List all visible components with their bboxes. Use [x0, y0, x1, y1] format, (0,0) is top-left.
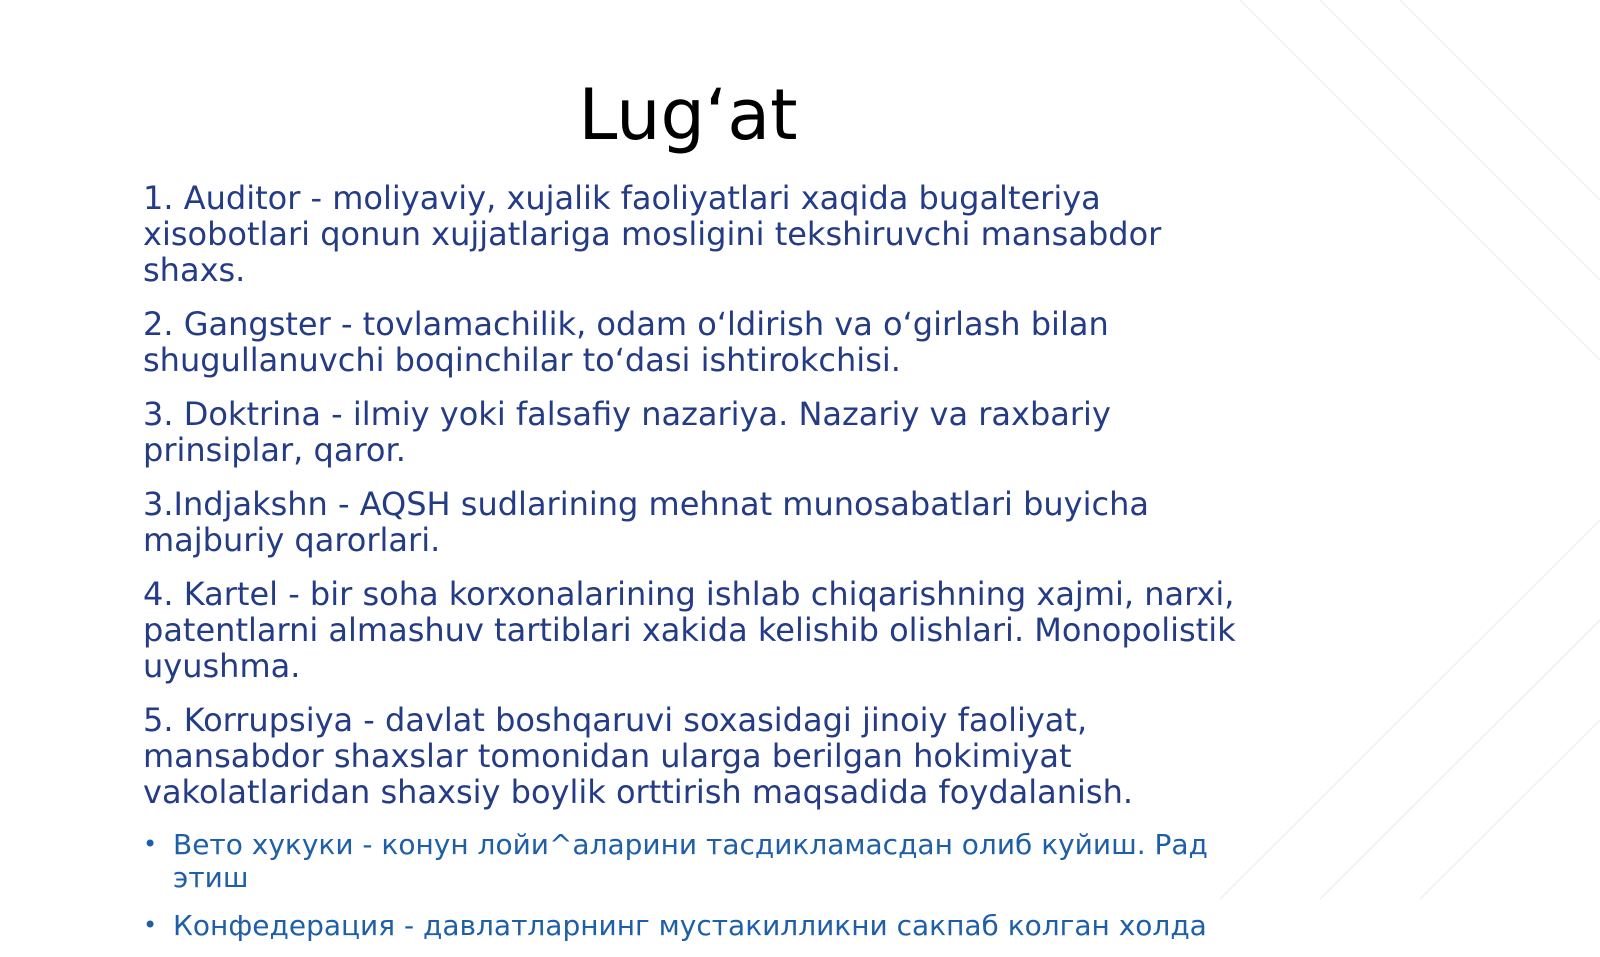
- glossary-entry-indjakshn: 3.Indjakshn - AQSH sudlarining mehnat munosabatlari buyicha majburiy qarorlari.: [143, 485, 1149, 559]
- glossary-entry-doktrina: 3. Doktrina - ilmiy yoki falsafiy nazariya. Nazariy va raxbariy prinsiplar, qaror.: [143, 395, 1111, 469]
- glossary-entry-kartel: 4. Kartel - bir soha korxonalarining ishlab chiqarishning xajmi, narxi, patentlarni almashuv tartiblari xakida kelishib olishlari. Monopolistik uyushma.: [143, 575, 1236, 685]
- slide-body: [143, 180, 1263, 957]
- bullet-icon: •: [143, 830, 158, 858]
- bullet-item-veto: [143, 828, 1263, 894]
- glossary-entry-auditor: 1. Auditor - moliyaviy, xujalik faoliyatlari xaqida bugalteriya xisobotlari qonun xujjatlariga mosligini tekshiruvchi mansabdor shaxs.: [143, 179, 1162, 289]
- bullet-list: [143, 828, 1263, 942]
- glossary-entry-gangster: 2. Gangster - tovlamachilik, odam o‘ldirish va o‘girlash bilan shugullanuvchi boqinchilar to‘dasi ishtirokchisi.: [143, 305, 1109, 379]
- glossary-entry-korrupsiya: 5. Korrupsiya - davlat boshqaruvi soxasidagi jinoiy faoliyat, mansabdor shaxslar tomonidan ularga berilgan hokimiyat vakolatlaridan shaxsiy boylik orttirish maqsadida foydalanish.: [143, 701, 1134, 811]
- slide-title: Lug‘at: [578, 74, 798, 156]
- bullet-item-konfederatsiya: [143, 909, 1263, 942]
- bullet-text: Вето хукуки - конун лойи^аларини тасдикламасдан олиб куйиш. Рад этиш: [173, 828, 1208, 894]
- bullet-icon: •: [143, 911, 158, 939]
- bullet-text: Конфедерация - давлатларнинг мустакилликни сакпаб колган холда: [173, 909, 1207, 942]
